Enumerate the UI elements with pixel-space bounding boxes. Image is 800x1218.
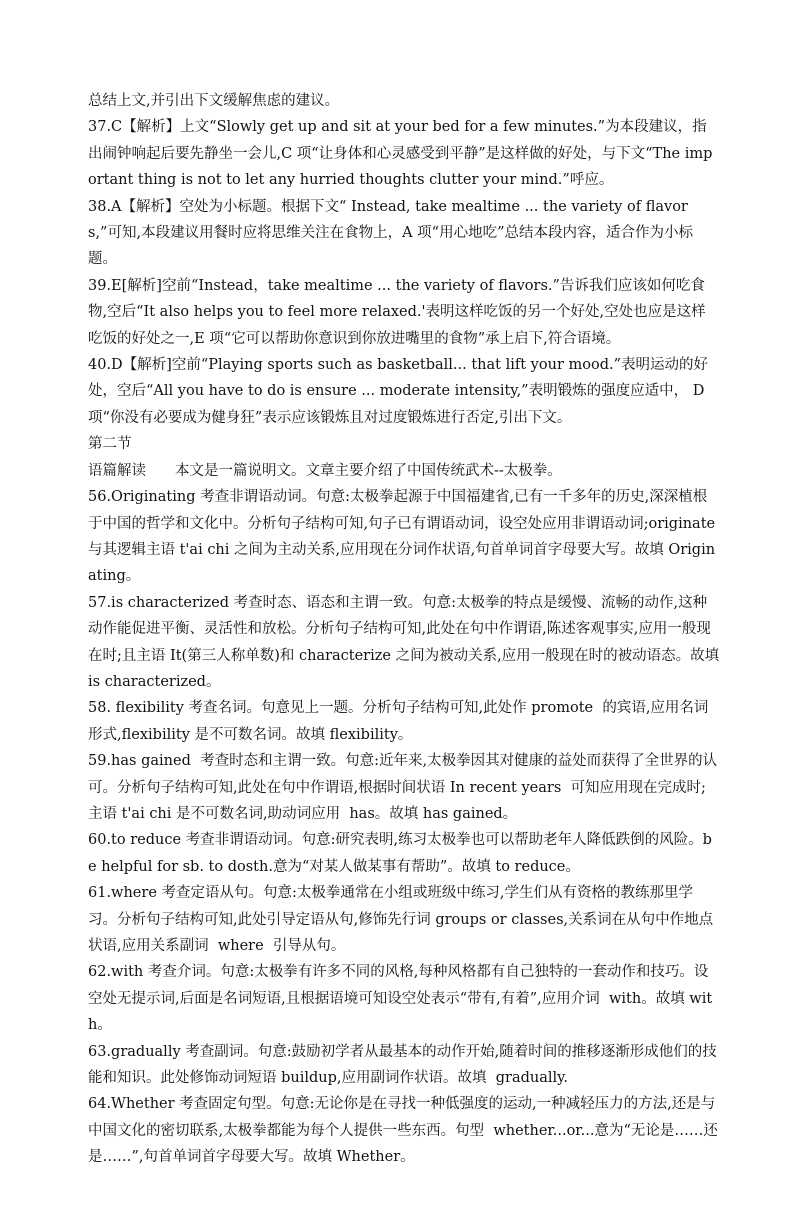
answer-57: 57.is characterized 考查时态、语态和主谓一致。句意:太极拳的特点是缓慢、流畅的动作,这种动作能促进平衡、灵活性和放松。分析句子结构可知,此处在句中作谓语,陈述客观事实,应用一般现在时;且主语 It(第三人称单数)和 characterize 之间为被动关系,应用一般现在时的被动语态。故填 is characterized。 <box>88 594 724 690</box>
answer-37: 37.C【解析】上文“Slowly get up and sit at your bed for a few minutes.”为本段建议，指出闹钟响起后要先静坐一会儿,C 项“让身体和心灵感受到平静”是这样做的好处，与下文“The important thing is not to let any hurried thoughts clutter your mind.”呼应。 <box>88 119 713 189</box>
answer-59: 59.has gained 考查时态和主谓一致。句意:近年来,太极拳因其对健康的益处而获得了全世界的认可。分析句子结构可知,此处在句中作谓语,根据时间状语 In recent years 可知应用现在完成时;主语 t'ai chi 是不可数名词,助动词应用 has。故填 has gained。 <box>88 753 718 822</box>
answer-38: 38.A【解析】空处为小标题。根据下文“ Instead, take mealtime ... the variety of flavors,”可知,本段建议用餐时应将思维关注在食物上，A 项“用心地吃”总结本段内容，适合作为小标题。 <box>88 198 693 268</box>
answer-62: 62.with 考查介词。句意:太极拳有许多不同的风格,每种风格都有自己独特的一套动作和技巧。设空处无提示词,后面是名词短语,且根据语境可知设空处表示“带有,有着”,应用介词 with。故填 with。 <box>88 964 713 1034</box>
passage-summary: 语篇解读 本文是一篇说明文。文章主要介绍了中国传统武术--太极拳。 <box>88 462 562 479</box>
section-heading: 第二节 <box>88 436 132 453</box>
paragraph-summary: 总结上文,并引出下文缓解焦虑的建议。 <box>88 93 340 109</box>
answer-56: 56.Originating 考查非谓语动词。句意:太极拳起源于中国福建省,已有一千多年的历史,深深植根于中国的哲学和文化中。分析句子结构可知,句子已有谓语动词，设空处应用非谓语动词;originate 与其逻辑主语 t'ai chi 之间为主动关系,应用现在分词作状语,句首单词首字母要大写。故填 Originating。 <box>88 489 720 585</box>
answer-60: 60.to reduce 考查非谓语动词。句意:研究表明,练习太极拳也可以帮助老年人降低跌倒的风险。be helpful for sb. to dosth.意为“对某人做某事有帮助”。故填 to reduce。 <box>88 832 712 875</box>
answer-39: 39.E[解析]空前“Instead，take mealtime ... the variety of flavors.”告诉我们应该如何吃食物,空后“It also helps you to feel more relaxed.'表明这样吃饭的另一个好处,空处也应是这样吃饭的好处之一,E 项“它可以帮助你意识到你放进嘴里的食物”承上启下,符合语境。 <box>88 277 706 347</box>
answer-40: 40.D【解析]空前“Playing sports such as basketball... that lift your mood.”表明运动的好处，空后“All you have to do is ensure ... moderate intensity,”表明锻炼的强度应适中， D 项“你没有必要成为健身狂”表示应该锻炼且对过度锻炼进行否定,引出下文。 <box>88 357 709 426</box>
answer-61: 61.where 考查定语从句。句意:太极拳通常在小组或班级中练习,学生们从有资格的教练那里学习。分析句子结构可知,此处引导定语从句,修饰先行词 groups or classes,关系词在从句中作地点状语,应用关系副词 where 引导从句。 <box>88 885 714 954</box>
answer-58: 58. flexibility 考查名词。句意见上一题。分析句子结构可知,此处作 promote 的宾语,应用名词形式,flexibility 是不可数名词。故填 flexibility。 <box>88 700 709 743</box>
answer-64: 64.Whether 考查固定句型。句意:无论你是在寻找一种低强度的运动,一种减轻压力的方法,还是与中国文化的密切联系,太极拳都能为每个人提供一些东西。句型 whether...or...意为“无论是……还是……”,句首单词首字母要大写。故填 Whether。 <box>88 1096 718 1166</box>
answer-63: 63.gradually 考查副词。句意:鼓励初学者从最基本的动作开始,随着时间的推移逐渐形成他们的技能和知识。此处修饰动词短语 buildup,应用副词作状语。故填 gradually. <box>88 1043 717 1087</box>
